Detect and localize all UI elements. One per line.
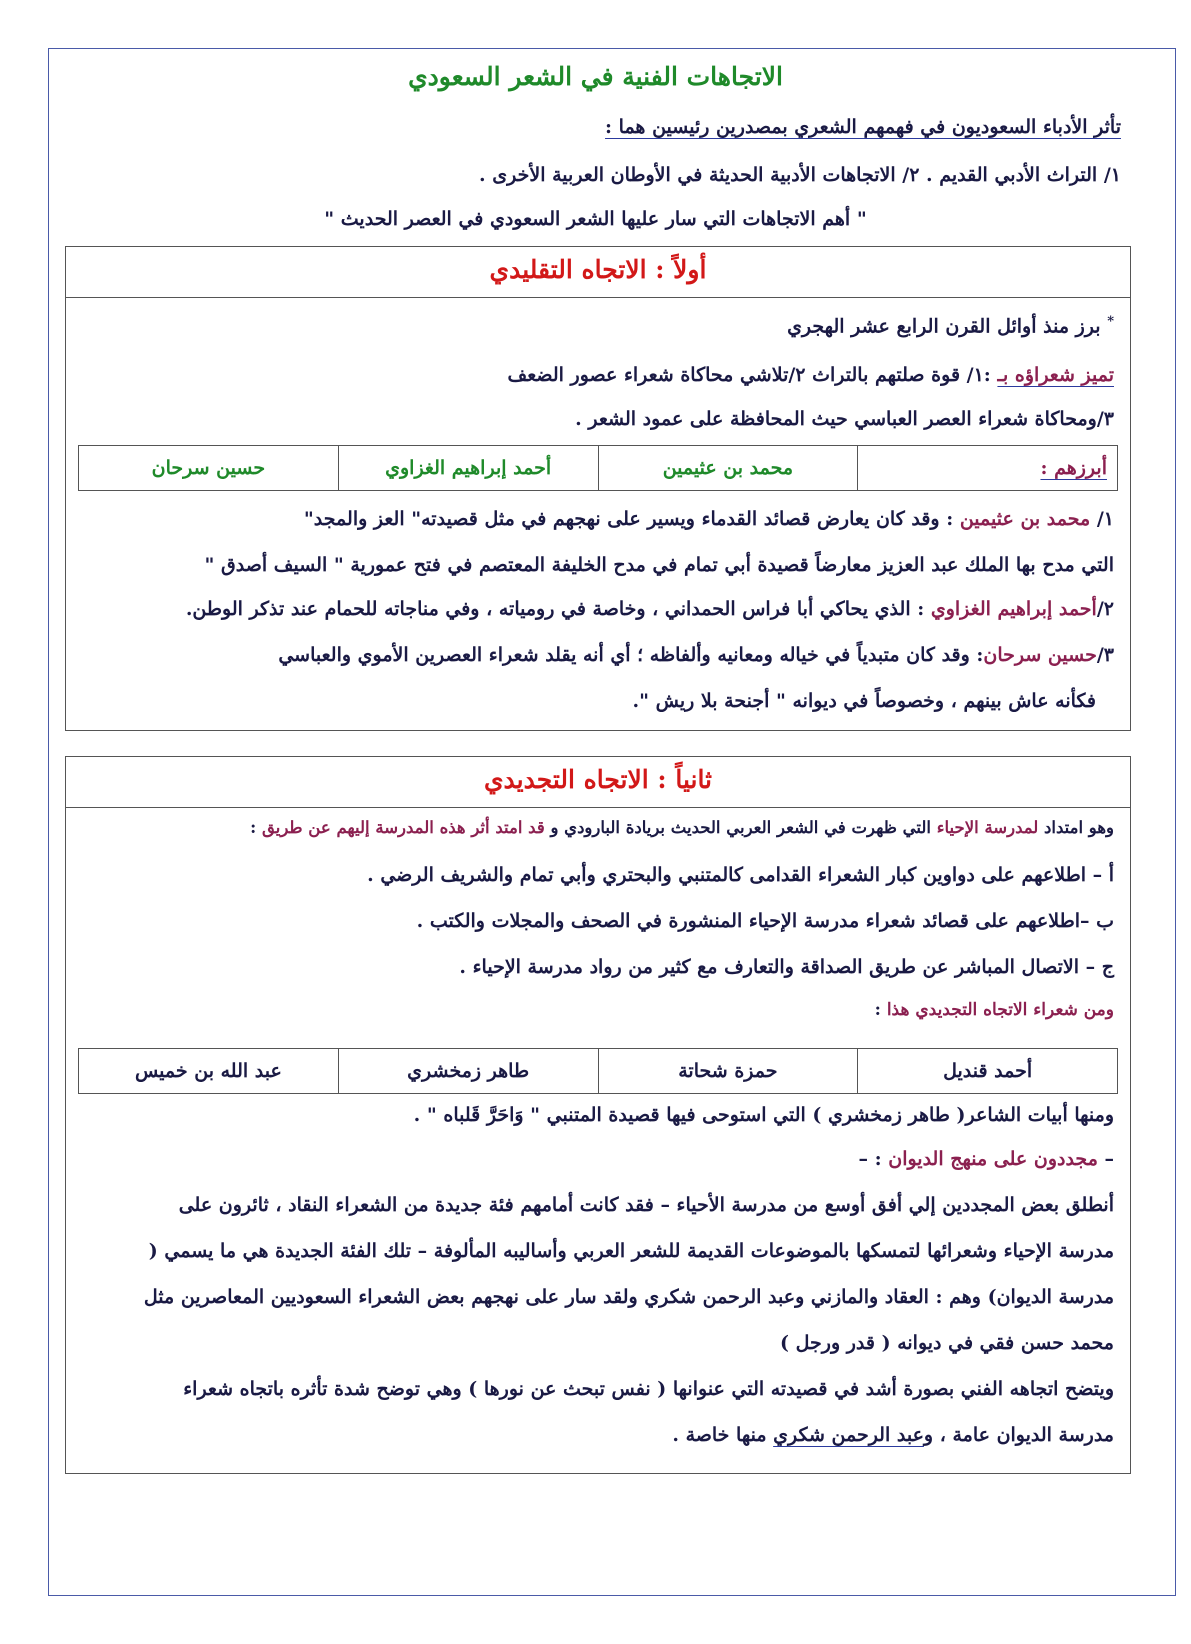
shukri-name: عبد الرحمن شكري	[773, 1424, 924, 1446]
notables-table	[78, 445, 1118, 491]
features-text: :١/ قوة صلتهم بالتراث ٢/تلاشي محاكاة شعراء عصور الضعف	[507, 364, 998, 386]
diwan-text-1: أنطلق بعض المجددين إلي أفق أوسع من مدرسة الأحياء – فقد كانت أمامهم فئة جديدة من الشعراء النقاد ، ثائرون على	[178, 1194, 1114, 1216]
diwan-heading-line	[82, 1148, 1114, 1170]
renewal-poet-name: أحمد قنديل	[858, 1049, 1118, 1094]
diwan-dash: –	[1097, 1148, 1114, 1170]
poet-1-text: : وقد كان يعارض قصائد القدماء ويسير على نهجهم في مثل قصيدته" العز والمجد"	[303, 508, 960, 530]
notable-name: محمد بن عثيمين	[598, 446, 858, 491]
notables-label: أبرزهم :	[1040, 457, 1107, 479]
renewal-heading: ثانياً : الاتجاه التجديدي	[66, 757, 1130, 808]
intro-line	[70, 116, 1121, 138]
renewal-intro-d: قد امتد أثر هذه المدرسة إليهم عن طريق	[261, 818, 545, 837]
renewal-poets-colon: :	[874, 1000, 887, 1020]
poet-3-line-2: فكأنه عاش بينهم ، وخصوصاً في ديوانه " أجنحة بلا ريش ".	[632, 690, 1096, 712]
features-label: تميز شعراؤه بـ	[997, 364, 1114, 386]
poet-3-name: حسين سرحان	[983, 644, 1097, 666]
features-line-2: ٣/ومحاكاة شعراء العصر العباسي حيث المحافظة على عمود الشعر .	[575, 408, 1114, 430]
table-row	[79, 446, 1118, 491]
traditional-heading: أولاً : الاتجاه التقليدي	[66, 247, 1130, 298]
renewal-poets-label: ومن شعراء الاتجاه التجديدي هذا	[886, 1000, 1114, 1020]
diwan-text-4: محمد حسن فقي في ديوانه ( قدر ورجل )	[780, 1332, 1114, 1354]
features-line	[82, 364, 1114, 386]
poet-2-text: : الذي يحاكي أبا فراس الحمداني ، وخاصة في رومياته ، وفي مناجاته للحمام عند تذكر الوطن.	[185, 598, 931, 620]
example-line: ومنها أبيات الشاعر( طاهر زمخشري ) التي استوحى فيها قصيدة المتنبي " وَاحَرَّ قَلباه " .	[413, 1104, 1114, 1126]
diwan-text-6	[82, 1424, 1114, 1446]
diwan-text-5: ويتضح اتجاهه الفني بصورة أشد في قصيدته التي عنوانها ( نفس تبحث عن نورها ) وهي توضح شدة تأثره باتجاه شعراء	[183, 1378, 1114, 1400]
notable-name: أحمد إبراهيم الغزاوي	[338, 446, 598, 491]
star-mark: *	[1107, 314, 1114, 329]
poet-2-number: ٢/	[1096, 598, 1114, 620]
renewal-section	[65, 756, 1131, 1474]
poet-3-line	[82, 644, 1114, 666]
trends-heading: " أهم الاتجاهات التي سار عليها الشعر السعودي في العصر الحديث "	[324, 208, 867, 230]
traditional-section	[65, 246, 1131, 731]
renewal-intro-c: التي ظهرت في الشعر العربي الحديث بريادة البارودي و	[544, 818, 937, 837]
renewal-poets-line	[82, 1000, 1114, 1020]
page-title: الاتجاهات الفنية في الشعر السعودي	[408, 62, 783, 91]
diwan-text-3: مدرسة الديوان) وهم : العقاد والمازني وعبد الرحمن شكري ولقد سار على نهجهم بعض الشعراء السعوديين المعاصرين مثل	[143, 1286, 1114, 1308]
renewal-intro-e: :	[250, 818, 262, 837]
renewal-point-b: ب –اطلاعهم على قصائد شعراء مدرسة الإحياء المنشورة في الصحف والمجلات والكتب .	[416, 910, 1114, 932]
renewal-intro-b: لمدرسة الإحياء	[936, 818, 1039, 837]
diwan-rest: : –	[858, 1148, 889, 1170]
intro-text: تأثر الأدباء السعوديون في فهمهم الشعري بمصدرين رئيسين هما :	[605, 116, 1121, 138]
renewal-poet-name: طاهر زمخشري	[338, 1049, 598, 1094]
table-row	[79, 1049, 1118, 1094]
notable-name: حسين سرحان	[79, 446, 339, 491]
poet-2-name: أحمد إبراهيم الغزاوي	[930, 598, 1097, 620]
poet-3-text: : وقد كان متبدياً في خياله ومعانيه وألفاظه ؛ أي أنه يقلد شعراء العصرين الأموي والعباسي	[278, 644, 984, 666]
poet-1-line	[82, 508, 1114, 530]
diwan-text-6c: منها خاصة .	[672, 1424, 774, 1446]
diwan-text-6a: مدرسة الديوان عامة ، و	[923, 1424, 1114, 1446]
renewal-intro	[82, 818, 1114, 837]
poet-1-name: محمد بن عثيمين	[959, 508, 1091, 530]
emerged-text: برز منذ أوائل القرن الرابع عشر الهجري	[787, 315, 1101, 338]
poet-3-number: ٣/	[1096, 644, 1114, 666]
emerged-line	[82, 314, 1114, 337]
sources-line: ١/ التراث الأدبي القديم . ٢/ الاتجاهات الأدبية الحديثة في الأوطان العربية الأخرى .	[479, 164, 1121, 186]
notables-label-cell	[858, 446, 1118, 491]
poet-1-line-2: التي مدح بها الملك عبد العزيز معارضاً قصيدة أبي تمام في مدح الخليفة المعتصم في فتح عمورية " السيف أصدق "	[204, 554, 1114, 576]
poet-2-line	[82, 598, 1114, 620]
renewal-poets-table	[78, 1048, 1118, 1094]
renewal-poet-name: عبد الله بن خميس	[79, 1049, 339, 1094]
renewal-poet-name: حمزة شحاتة	[598, 1049, 858, 1094]
renewal-intro-a: وهو امتداد	[1038, 818, 1114, 837]
renewal-point-a: أ – اطلاعهم على دواوين كبار الشعراء القدامى كالمتنبي والبحتري وأبي تمام والشريف الرضي .	[367, 864, 1114, 886]
diwan-text-2: مدرسة الإحياء وشعرائها لتمسكها بالموضوعات القديمة للشعر العربي وأساليبه المألوفة – تلك الفئة الجديدة هي ما يسمي (	[148, 1240, 1114, 1262]
diwan-label: مجددون على منهج الديوان	[888, 1148, 1098, 1170]
renewal-point-c: ج – الاتصال المباشر عن طريق الصداقة والتعارف مع كثير من رواد مدرسة الإحياء .	[459, 956, 1114, 978]
poet-1-number: ١/	[1090, 508, 1114, 530]
